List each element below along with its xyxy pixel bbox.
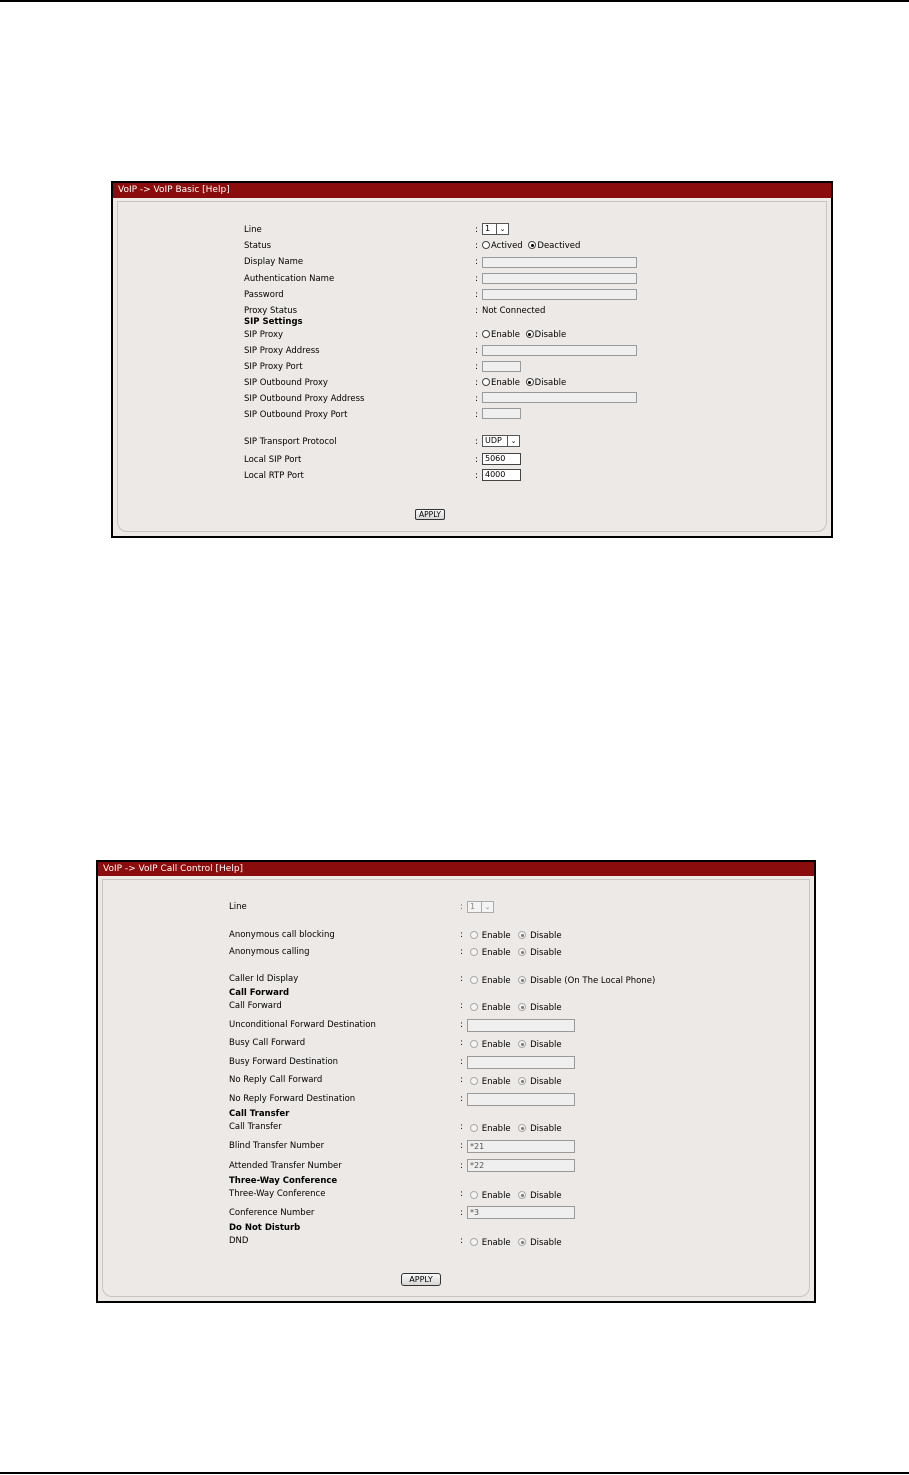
noreply-forward-disable-radio[interactable] [518, 1077, 526, 1085]
call-forward-enable-radio[interactable] [470, 1003, 478, 1011]
three-way-enable-label: Enable [481, 1191, 511, 1201]
password-label: Password [244, 290, 284, 300]
colon: : [460, 1038, 463, 1048]
dnd-label: DND [229, 1236, 249, 1246]
call-transfer-label: Call Transfer [229, 1122, 282, 1132]
colon: : [460, 1001, 463, 1011]
sip-outbound-proxy-enable-label: Enable [491, 378, 520, 388]
caller-id-enable-radio[interactable] [470, 976, 478, 984]
three-way-disable-radio[interactable] [518, 1191, 526, 1199]
anon-block-radio-group [470, 931, 562, 942]
anon-block-label: Anonymous call blocking [229, 930, 335, 940]
local-rtp-port-label: Local RTP Port [244, 471, 304, 481]
proxy-status-value: Not Connected [482, 306, 546, 316]
anon-calling-radio-group [470, 948, 562, 959]
sip-proxy-disable-label: Disable [534, 330, 567, 340]
chevron-down-icon: ⌄ [481, 902, 493, 912]
caller-id-disable-label: Disable (On The Local Phone) [530, 976, 656, 986]
caller-id-enable-label: Enable [481, 976, 511, 986]
status-radio-group [482, 241, 580, 252]
busy-forward-label: Busy Call Forward [229, 1038, 306, 1048]
colon: : [460, 1020, 463, 1030]
dnd-enable-radio[interactable] [470, 1238, 478, 1246]
line-label: Line [244, 225, 262, 235]
status-label: Status [244, 241, 272, 251]
anon-calling-disable-radio[interactable] [518, 948, 526, 956]
colon: : [460, 1094, 463, 1104]
sip-outbound-proxy-port-label: SIP Outbound Proxy Port [244, 410, 348, 420]
proxy-status-label: Proxy Status [244, 306, 298, 316]
dnd-disable-label: Disable [530, 1238, 562, 1248]
uncond-dest-input[interactable] [467, 1019, 575, 1032]
sip-outbound-proxy-radio-group [482, 378, 566, 389]
voip-call-control-inner [102, 879, 810, 1297]
caller-id-disable-radio[interactable] [518, 976, 526, 984]
colon: : [475, 455, 478, 465]
three-way-disable-label: Disable [530, 1191, 562, 1201]
sip-proxy-enable-label: Enable [491, 330, 520, 340]
sip-transport-value: UDP [485, 436, 502, 445]
busy-forward-disable-label: Disable [530, 1040, 562, 1050]
local-rtp-port-input[interactable]: 4000 [482, 469, 521, 481]
anon-block-disable-radio[interactable] [518, 931, 526, 939]
colon: : [475, 330, 478, 340]
anon-calling-enable-radio[interactable] [470, 948, 478, 956]
conference-number-input[interactable]: *3 [467, 1206, 575, 1219]
line-select-value: 1 [485, 224, 491, 233]
noreply-forward-enable-radio[interactable] [470, 1077, 478, 1085]
attended-transfer-label: Attended Transfer Number [229, 1161, 342, 1171]
voip-basic-title: VoIP -> VoIP Basic [Help] [113, 183, 831, 198]
sip-outbound-proxy-address-input[interactable] [482, 392, 637, 403]
call-forward-disable-radio[interactable] [518, 1003, 526, 1011]
call-forward-enable-label: Enable [481, 1003, 511, 1013]
status-deactived-radio[interactable] [528, 241, 536, 249]
busy-forward-enable-radio[interactable] [470, 1040, 478, 1048]
colon: : [460, 1236, 463, 1246]
dnd-disable-radio[interactable] [518, 1238, 526, 1246]
dnd-header: Do Not Disturb [229, 1223, 301, 1233]
noreply-dest-label: No Reply Forward Destination [229, 1094, 356, 1104]
colon: : [475, 394, 478, 404]
call-forward-radio-group [470, 1003, 562, 1014]
colon: : [460, 1057, 463, 1067]
sip-proxy-port-label: SIP Proxy Port [244, 362, 303, 372]
three-way-label: Three-Way Conference [229, 1189, 326, 1199]
page-bottom-rule [0, 1472, 909, 1474]
sip-proxy-address-label: SIP Proxy Address [244, 346, 320, 356]
attended-transfer-input[interactable]: *22 [467, 1159, 575, 1172]
call-transfer-disable-label: Disable [530, 1124, 562, 1134]
sip-outbound-proxy-port-input[interactable] [482, 408, 521, 419]
busy-dest-input[interactable] [467, 1056, 575, 1069]
sip-outbound-proxy-address-label: SIP Outbound Proxy Address [244, 394, 365, 404]
colon: : [460, 1075, 463, 1085]
colon: : [475, 362, 478, 372]
colon: : [460, 1141, 463, 1151]
noreply-dest-input[interactable] [467, 1093, 575, 1106]
blind-transfer-input[interactable]: *21 [467, 1140, 575, 1153]
colon: : [475, 378, 478, 388]
call-transfer-disable-radio[interactable] [518, 1124, 526, 1132]
local-sip-port-label: Local SIP Port [244, 455, 302, 465]
three-way-enable-radio[interactable] [470, 1191, 478, 1199]
voip-basic-inner [117, 201, 827, 532]
colon: : [475, 306, 478, 316]
call-forward-label: Call Forward [229, 1001, 282, 1011]
colon: : [475, 290, 478, 300]
cc-line-label: Line [229, 902, 247, 912]
anon-block-enable-label: Enable [481, 931, 511, 941]
voip-call-control-title: VoIP -> VoIP Call Control [Help] [98, 862, 814, 876]
chevron-down-icon: ⌄ [507, 436, 519, 446]
conference-number-label: Conference Number [229, 1208, 315, 1218]
call-transfer-enable-radio[interactable] [470, 1124, 478, 1132]
colon: : [460, 1122, 463, 1132]
noreply-forward-radio-group [470, 1077, 562, 1088]
display-name-label: Display Name [244, 257, 304, 267]
anon-calling-label: Anonymous calling [229, 947, 310, 957]
sip-proxy-disable-radio[interactable] [526, 330, 534, 338]
call-forward-header: Call Forward [229, 988, 290, 998]
chevron-down-icon: ⌄ [496, 224, 508, 234]
colon: : [460, 902, 463, 912]
sip-transport-label: SIP Transport Protocol [244, 437, 337, 447]
sip-outbound-proxy-enable-radio[interactable] [482, 378, 490, 386]
sip-outbound-proxy-disable-label: Disable [534, 378, 567, 388]
colon: : [475, 410, 478, 420]
noreply-forward-enable-label: Enable [481, 1077, 511, 1087]
three-way-radio-group [470, 1191, 562, 1202]
cc-line-value: 1 [470, 902, 476, 911]
colon: : [475, 257, 478, 267]
sip-transport-select[interactable] [482, 435, 520, 447]
colon: : [475, 274, 478, 284]
auth-name-label: Authentication Name [244, 274, 335, 284]
call-transfer-radio-group [470, 1124, 562, 1135]
sip-settings-header: SIP Settings [244, 317, 303, 327]
colon: : [460, 930, 463, 940]
call-transfer-enable-label: Enable [481, 1124, 511, 1134]
caller-id-radio-group [470, 976, 655, 987]
colon: : [460, 947, 463, 957]
sip-proxy-enable-radio[interactable] [482, 330, 490, 338]
voip-call-control-panel [96, 860, 816, 1303]
status-actived-radio[interactable] [482, 241, 490, 249]
call-transfer-header: Call Transfer [229, 1109, 290, 1119]
sip-proxy-label: SIP Proxy [244, 330, 284, 340]
cc-apply-button[interactable]: APPLY [401, 1273, 441, 1286]
page-top-rule [0, 0, 909, 2]
dnd-enable-label: Enable [481, 1238, 511, 1248]
colon: : [460, 1208, 463, 1218]
colon: : [460, 1161, 463, 1171]
busy-forward-enable-label: Enable [481, 1040, 511, 1050]
caller-id-label: Caller Id Display [229, 974, 299, 984]
colon: : [475, 225, 478, 235]
noreply-forward-label: No Reply Call Forward [229, 1075, 323, 1085]
voip-basic-panel [111, 181, 833, 538]
line-select[interactable] [482, 223, 509, 235]
password-input[interactable] [482, 289, 637, 300]
auth-name-input[interactable] [482, 273, 637, 284]
dnd-radio-group [470, 1238, 562, 1249]
sip-proxy-address-input[interactable] [482, 345, 637, 356]
busy-dest-label: Busy Forward Destination [229, 1057, 339, 1067]
colon: : [475, 346, 478, 356]
status-deactived-label: Deactived [537, 241, 581, 251]
sip-proxy-radio-group [482, 330, 566, 341]
colon: : [460, 1189, 463, 1199]
apply-button[interactable]: APPLY [415, 509, 445, 520]
anon-calling-disable-label: Disable [530, 948, 562, 958]
local-sip-port-input[interactable]: 5060 [482, 453, 521, 465]
anon-block-enable-radio[interactable] [470, 931, 478, 939]
colon: : [475, 241, 478, 251]
status-actived-label: Actived [491, 241, 523, 251]
anon-calling-enable-label: Enable [481, 948, 511, 958]
busy-forward-disable-radio[interactable] [518, 1040, 526, 1048]
colon: : [475, 437, 478, 447]
busy-forward-radio-group [470, 1040, 562, 1051]
blind-transfer-label: Blind Transfer Number [229, 1141, 325, 1151]
colon: : [475, 471, 478, 481]
sip-outbound-proxy-disable-radio[interactable] [526, 378, 534, 386]
cc-line-select[interactable] [467, 901, 494, 913]
uncond-dest-label: Unconditional Forward Destination [229, 1020, 376, 1030]
call-forward-disable-label: Disable [530, 1003, 562, 1013]
colon: : [460, 974, 463, 984]
noreply-forward-disable-label: Disable [530, 1077, 562, 1087]
sip-outbound-proxy-label: SIP Outbound Proxy [244, 378, 328, 388]
sip-proxy-port-input[interactable] [482, 361, 521, 372]
display-name-input[interactable] [482, 257, 637, 268]
anon-block-disable-label: Disable [530, 931, 562, 941]
three-way-header: Three-Way Conference [229, 1176, 338, 1186]
